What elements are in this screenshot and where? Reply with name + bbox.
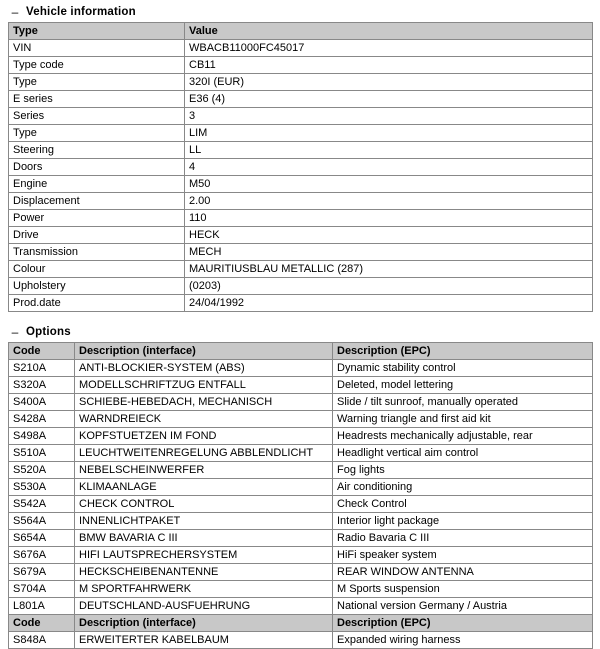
table-row xyxy=(9,377,593,394)
cell-value: WBACB11000FC45017 xyxy=(185,40,593,57)
table-row xyxy=(9,227,593,244)
cell-value: M50 xyxy=(185,176,593,193)
table-header-row xyxy=(9,343,593,360)
column-header-code: Code xyxy=(9,343,75,360)
table-row xyxy=(9,445,593,462)
cell-description-interface: KLIMAANLAGE xyxy=(75,479,333,496)
cell-description-epc: Interior light package xyxy=(333,513,593,530)
column-header-description-interface: Description (interface) xyxy=(75,615,333,632)
vehicle-section-header xyxy=(10,6,592,18)
cell-description-interface: ERWEITERTER KABELBAUM xyxy=(75,632,333,649)
cell-description-interface: NEBELSCHEINWERFER xyxy=(75,462,333,479)
cell-description-interface: CHECK CONTROL xyxy=(75,496,333,513)
cell-type: Power xyxy=(9,210,185,227)
table-row xyxy=(9,210,593,227)
column-header-value: Value xyxy=(185,23,593,40)
table-row xyxy=(9,547,593,564)
cell-code: S676A xyxy=(9,547,75,564)
vehicle-section-title: Vehicle information xyxy=(26,6,136,18)
table-row xyxy=(9,278,593,295)
table-row xyxy=(9,598,593,615)
cell-value: HECK xyxy=(185,227,593,244)
table-row xyxy=(9,530,593,547)
cell-description-interface: WARNDREIECK xyxy=(75,411,333,428)
cell-description-interface: BMW BAVARIA C III xyxy=(75,530,333,547)
table-row xyxy=(9,632,593,649)
section-spacer xyxy=(8,312,592,326)
cell-description-epc: Deleted, model lettering xyxy=(333,377,593,394)
cell-description-epc: Headrests mechanically adjustable, rear xyxy=(333,428,593,445)
options-table xyxy=(8,342,593,649)
table-row xyxy=(9,142,593,159)
cell-description-epc: Warning triangle and first aid kit xyxy=(333,411,593,428)
column-header-description-epc: Description (EPC) xyxy=(333,615,593,632)
table-row xyxy=(9,91,593,108)
cell-description-epc: National version Germany / Austria xyxy=(333,598,593,615)
table-row xyxy=(9,159,593,176)
cell-code: S564A xyxy=(9,513,75,530)
column-header-description-epc: Description (EPC) xyxy=(333,343,593,360)
cell-description-epc: HiFi speaker system xyxy=(333,547,593,564)
cell-code: S210A xyxy=(9,360,75,377)
table-row xyxy=(9,40,593,57)
cell-value: LL xyxy=(185,142,593,159)
table-row xyxy=(9,125,593,142)
cell-type: Upholstery xyxy=(9,278,185,295)
cell-type: Type xyxy=(9,74,185,91)
cell-description-epc: Fog lights xyxy=(333,462,593,479)
cell-value: E36 (4) xyxy=(185,91,593,108)
cell-value: MECH xyxy=(185,244,593,261)
table-row xyxy=(9,108,593,125)
cell-description-epc: REAR WINDOW ANTENNA xyxy=(333,564,593,581)
cell-description-interface: ANTI-BLOCKIER-SYSTEM (ABS) xyxy=(75,360,333,377)
options-section-header xyxy=(10,326,592,338)
cell-code: S848A xyxy=(9,632,75,649)
cell-description-interface: HIFI LAUTSPRECHERSYSTEM xyxy=(75,547,333,564)
table-header-row xyxy=(9,23,593,40)
cell-type: Transmission xyxy=(9,244,185,261)
cell-type: Type xyxy=(9,125,185,142)
table-row xyxy=(9,428,593,445)
cell-type: Displacement xyxy=(9,193,185,210)
cell-code: S542A xyxy=(9,496,75,513)
cell-value: 3 xyxy=(185,108,593,125)
cell-type: Prod.date xyxy=(9,295,185,312)
table-row xyxy=(9,564,593,581)
table-row xyxy=(9,193,593,210)
collapse-toggle-icon[interactable]: – xyxy=(11,5,19,19)
cell-code: S520A xyxy=(9,462,75,479)
cell-description-interface: DEUTSCHLAND-AUSFUEHRUNG xyxy=(75,598,333,615)
column-header-code: Code xyxy=(9,615,75,632)
cell-description-interface: LEUCHTWEITENREGELUNG ABBLENDLICHT xyxy=(75,445,333,462)
table-row xyxy=(9,57,593,74)
cell-type: Type code xyxy=(9,57,185,74)
cell-type: VIN xyxy=(9,40,185,57)
collapse-toggle-icon[interactable]: – xyxy=(11,325,19,339)
cell-description-interface: HECKSCHEIBENANTENNE xyxy=(75,564,333,581)
table-row xyxy=(9,244,593,261)
cell-value: MAURITIUSBLAU METALLIC (287) xyxy=(185,261,593,278)
cell-description-interface: SCHIEBE-HEBEDACH, MECHANISCH xyxy=(75,394,333,411)
cell-value: CB11 xyxy=(185,57,593,74)
vehicle-information-table xyxy=(8,22,593,312)
cell-description-epc: Dynamic stability control xyxy=(333,360,593,377)
cell-type: Colour xyxy=(9,261,185,278)
table-header-row-repeat xyxy=(9,615,593,632)
cell-value: (0203) xyxy=(185,278,593,295)
cell-code: S400A xyxy=(9,394,75,411)
cell-type: Doors xyxy=(9,159,185,176)
cell-value: 320I (EUR) xyxy=(185,74,593,91)
cell-description-interface: M SPORTFAHRWERK xyxy=(75,581,333,598)
table-row xyxy=(9,261,593,278)
cell-value: 4 xyxy=(185,159,593,176)
table-row xyxy=(9,74,593,91)
cell-value: 24/04/1992 xyxy=(185,295,593,312)
table-row xyxy=(9,496,593,513)
cell-value: LIM xyxy=(185,125,593,142)
table-row xyxy=(9,462,593,479)
cell-description-epc: Expanded wiring harness xyxy=(333,632,593,649)
cell-code: S704A xyxy=(9,581,75,598)
cell-description-epc: Radio Bavaria C III xyxy=(333,530,593,547)
cell-description-interface: INNENLICHTPAKET xyxy=(75,513,333,530)
table-row xyxy=(9,360,593,377)
cell-description-epc: M Sports suspension xyxy=(333,581,593,598)
table-row xyxy=(9,581,593,598)
cell-type: Drive xyxy=(9,227,185,244)
column-header-type: Type xyxy=(9,23,185,40)
cell-type: E series xyxy=(9,91,185,108)
cell-code: S679A xyxy=(9,564,75,581)
cell-description-interface: MODELLSCHRIFTZUG ENTFALL xyxy=(75,377,333,394)
column-header-description-interface: Description (interface) xyxy=(75,343,333,360)
table-row xyxy=(9,394,593,411)
table-row xyxy=(9,295,593,312)
table-row xyxy=(9,479,593,496)
cell-code: L801A xyxy=(9,598,75,615)
options-section-title: Options xyxy=(26,326,71,338)
table-row xyxy=(9,411,593,428)
cell-code: S510A xyxy=(9,445,75,462)
cell-type: Engine xyxy=(9,176,185,193)
cell-description-epc: Slide / tilt sunroof, manually operated xyxy=(333,394,593,411)
cell-description-epc: Headlight vertical aim control xyxy=(333,445,593,462)
cell-value: 110 xyxy=(185,210,593,227)
cell-type: Series xyxy=(9,108,185,125)
table-row xyxy=(9,176,593,193)
cell-description-interface: KOPFSTUETZEN IM FOND xyxy=(75,428,333,445)
table-row xyxy=(9,513,593,530)
cell-type: Steering xyxy=(9,142,185,159)
cell-code: S498A xyxy=(9,428,75,445)
cell-value: 2.00 xyxy=(185,193,593,210)
cell-code: S320A xyxy=(9,377,75,394)
cell-description-epc: Check Control xyxy=(333,496,593,513)
cell-code: S428A xyxy=(9,411,75,428)
cell-code: S654A xyxy=(9,530,75,547)
cell-description-epc: Air conditioning xyxy=(333,479,593,496)
cell-code: S530A xyxy=(9,479,75,496)
